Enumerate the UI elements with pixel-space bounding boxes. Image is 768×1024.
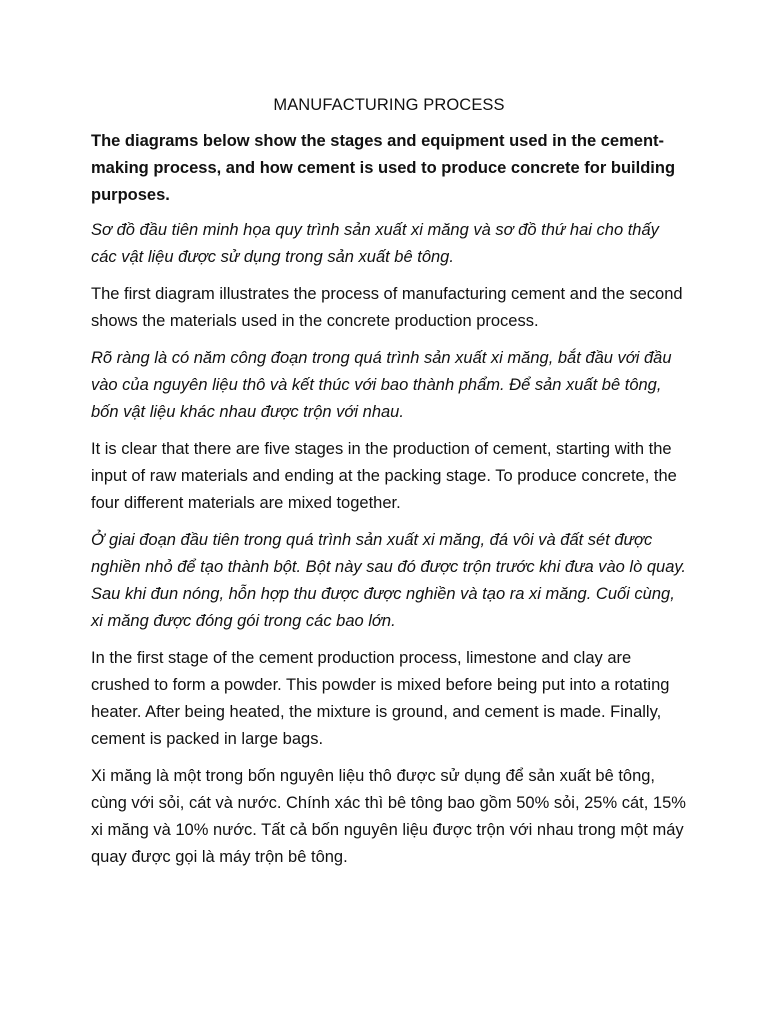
intro-paragraph-vi: Sơ đồ đầu tiên minh họa quy trình sản xuất xi măng và sơ đồ thứ hai cho thấy các vật liệu được sử dụng trong sản xuất bê tông.	[91, 221, 659, 266]
intro-paragraph-en: The first diagram illustrates the process of manufacturing cement and the second shows the materials used in the concrete production process.	[91, 285, 683, 330]
document-title: MANUFACTURING PROCESS	[273, 96, 505, 114]
document-body	[91, 94, 687, 881]
overview-paragraph-vi: Rõ ràng là có năm công đoạn trong quá trình sản xuất xi măng, bắt đầu với đầu vào của nguyên liệu thô và kết thúc với bao thành phẩm. Để sản xuất bê tông, bốn vật liệu khác nhau được trộn với nhau.	[91, 349, 672, 421]
body-paragraph-1-en: In the first stage of the cement production process, limestone and clay are crushed to form a powder. This powder is mixed before being put into a rotating heater. After being heated, the mixture is ground, and cement is made. Finally, cement is packed in large bags.	[91, 649, 670, 748]
overview-paragraph-en: It is clear that there are five stages in the production of cement, starting with the input of raw materials and ending at the packing stage. To produce concrete, the four different materials are mixed together.	[91, 440, 677, 512]
body-paragraph-2-vi: Xi măng là một trong bốn nguyên liệu thô được sử dụng để sản xuất bê tông, cùng với sỏi, cát và nước. Chính xác thì bê tông bao gồm 50% sỏi, 25% cát, 15% xi măng và 10% nước. Tất cả bốn nguyên liệu được trộn với nhau trong một máy quay được gọi là máy trộn bê tông.	[91, 767, 686, 866]
body-paragraph-1-vi: Ở giai đoạn đầu tiên trong quá trình sản xuất xi măng, đá vôi và đất sét được nghiền nhỏ để tạo thành bột. Bột này sau đó được trộn trước khi đưa vào lò quay. Sau khi đun nóng, hỗn hợp thu được được nghiền và tạo ra xi măng. Cuối cùng, xi măng được đóng gói trong các bao lớn.	[91, 531, 686, 630]
prompt-paragraph: The diagrams below show the stages and equipment used in the cement-making process, and how cement is used to produce concrete for building purposes.	[91, 132, 676, 204]
